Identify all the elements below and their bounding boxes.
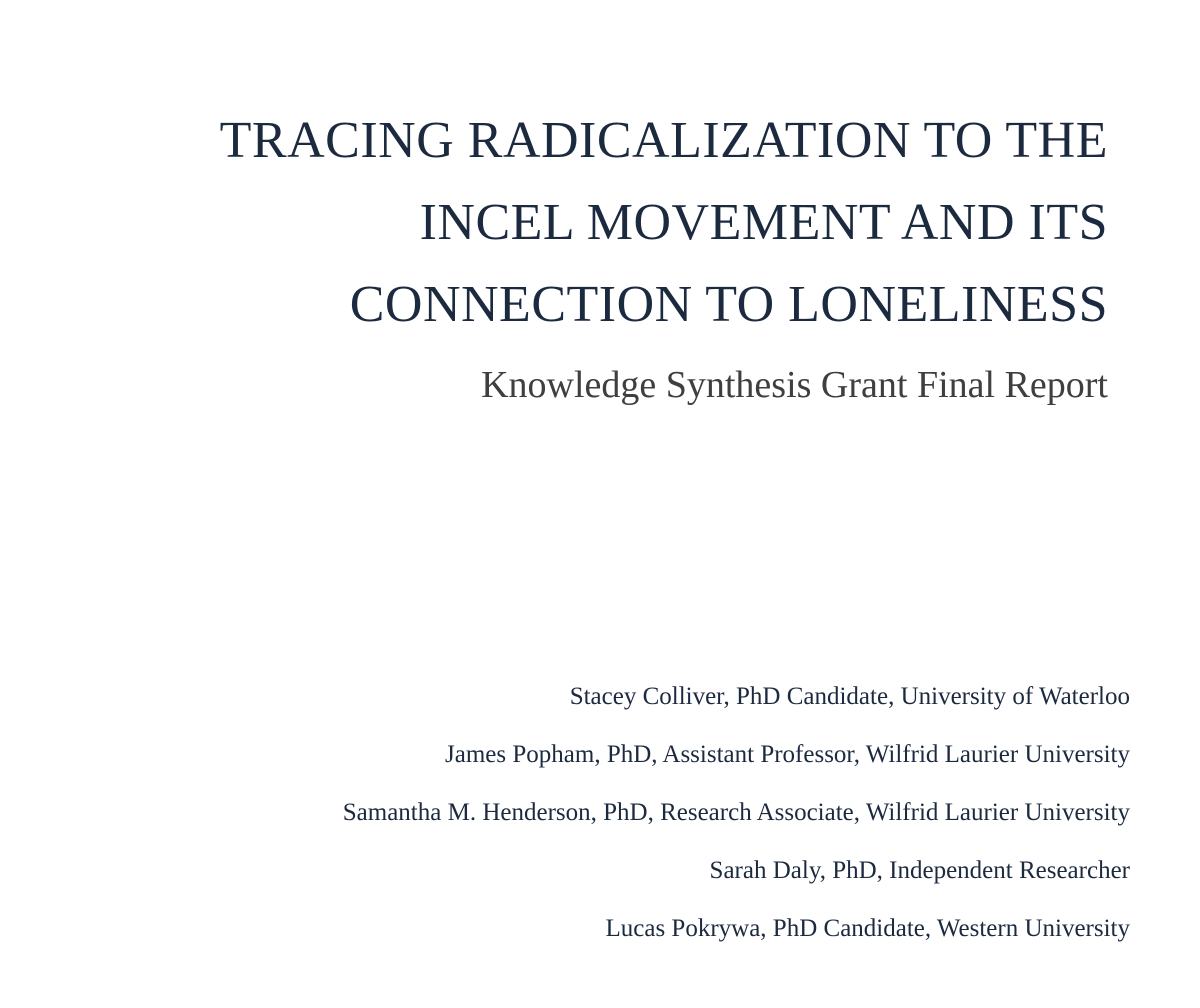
author-list — [130, 668, 1130, 958]
title-line-3: CONNECTION TO LONELINESS — [349, 276, 1108, 333]
report-header — [108, 100, 1108, 410]
author-item-5: Lucas Pokrywa, PhD Candidate, Western University — [605, 915, 1130, 942]
report-title — [108, 100, 1108, 346]
report-subtitle: Knowledge Synthesis Grant Final Report — [481, 364, 1108, 406]
author-item-3: Samantha M. Henderson, PhD, Research Associate, Wilfrid Laurier University — [342, 799, 1130, 826]
author-item-1: Stacey Colliver, PhD Candidate, University of Waterloo — [569, 683, 1130, 710]
title-line-1: TRACING RADICALIZATION TO THE — [219, 112, 1108, 169]
author-item-4: Sarah Daly, PhD, Independent Researcher — [709, 857, 1130, 884]
title-line-2: INCEL MOVEMENT AND ITS — [419, 194, 1108, 251]
author-item-2: James Popham, PhD, Assistant Professor, Wilfrid Laurier University — [445, 741, 1130, 768]
